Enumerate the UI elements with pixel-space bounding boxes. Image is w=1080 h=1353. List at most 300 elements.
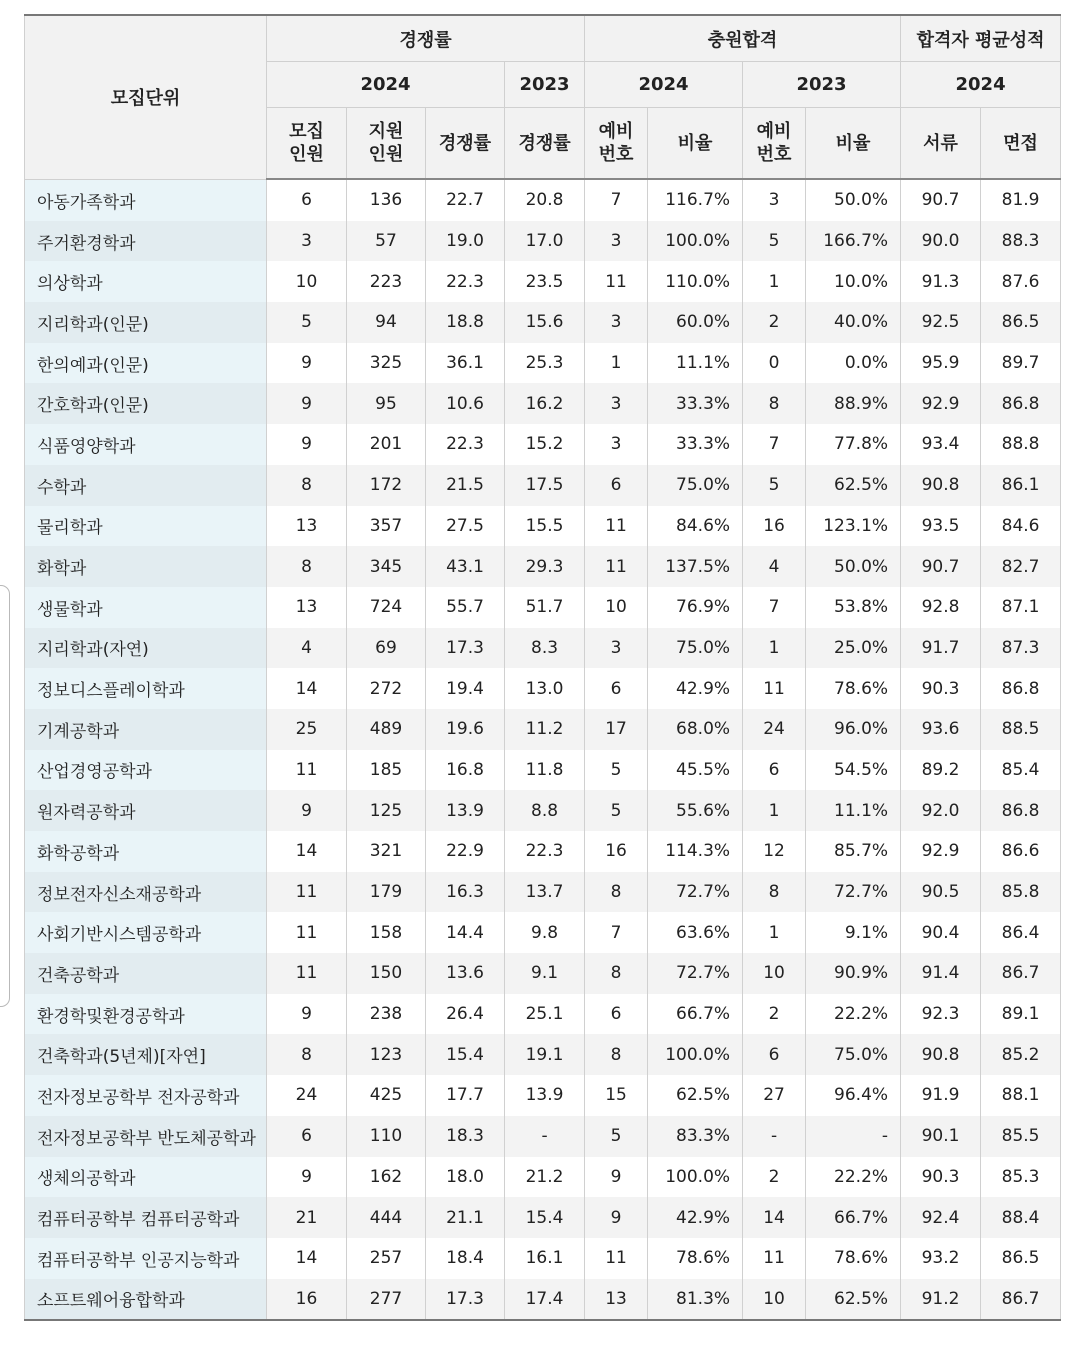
cell-department-name: 산업경영공학과 <box>25 750 267 791</box>
cell-applicant-count: 150 <box>347 953 426 994</box>
cell-rate-2023: 0.0% <box>806 343 901 384</box>
cell-recruit-count: 9 <box>267 1157 347 1198</box>
cell-interview-score: 85.5 <box>981 1116 1061 1157</box>
cell-recruit-count: 8 <box>267 465 347 506</box>
cell-rate-2024: 83.3% <box>648 1116 743 1157</box>
cell-ratio-2023: 13.9 <box>505 1075 585 1116</box>
cell-documents-score: 90.8 <box>901 465 981 506</box>
cell-recruit-count: 13 <box>267 506 347 547</box>
cell-rate-2024: 75.0% <box>648 465 743 506</box>
cell-ratio-2023: 15.6 <box>505 302 585 343</box>
cell-rate-2024: 45.5% <box>648 750 743 791</box>
cell-ratio-2024: 15.4 <box>426 1034 505 1075</box>
cell-rate-2023: 166.7% <box>806 221 901 262</box>
table-row <box>25 424 1061 465</box>
cell-department-name: 컴퓨터공학부 컴퓨터공학과 <box>25 1197 267 1238</box>
cell-rate-2023: 66.7% <box>806 1197 901 1238</box>
cell-rate-2024: 72.7% <box>648 872 743 913</box>
cell-waitlist-2023: 2 <box>743 1157 806 1198</box>
cell-rate-2023: 22.2% <box>806 1157 901 1198</box>
table-row <box>25 221 1061 262</box>
cell-waitlist-2023: 7 <box>743 587 806 628</box>
cell-documents-score: 91.3 <box>901 261 981 302</box>
cell-rate-2024: 62.5% <box>648 1075 743 1116</box>
cell-rate-2024: 78.6% <box>648 1238 743 1279</box>
cell-recruit-count: 11 <box>267 750 347 791</box>
table-row <box>25 587 1061 628</box>
table-row <box>25 1238 1061 1279</box>
cell-recruit-count: 6 <box>267 1116 347 1157</box>
header-documents: 서류 <box>901 108 981 180</box>
cell-applicant-count: 185 <box>347 750 426 791</box>
table-body <box>25 179 1061 1320</box>
cell-recruit-count: 21 <box>267 1197 347 1238</box>
table-row <box>25 261 1061 302</box>
cell-waitlist-2024: 5 <box>585 790 648 831</box>
cell-documents-score: 92.4 <box>901 1197 981 1238</box>
header-competition-2023: 2023 <box>505 62 585 108</box>
table-row <box>25 709 1061 750</box>
cell-rate-2024: 33.3% <box>648 383 743 424</box>
header-interview: 면접 <box>981 108 1061 180</box>
cell-ratio-2023: 23.5 <box>505 261 585 302</box>
cell-applicant-count: 357 <box>347 506 426 547</box>
cell-recruit-count: 9 <box>267 343 347 384</box>
cell-waitlist-2023: 7 <box>743 424 806 465</box>
cell-waitlist-2023: 8 <box>743 383 806 424</box>
table-row <box>25 994 1061 1035</box>
cell-department-name: 기계공학과 <box>25 709 267 750</box>
cell-waitlist-2024: 6 <box>585 994 648 1035</box>
cell-documents-score: 92.9 <box>901 383 981 424</box>
cell-documents-score: 90.7 <box>901 179 981 221</box>
cell-interview-score: 87.6 <box>981 261 1061 302</box>
cell-recruit-count: 9 <box>267 994 347 1035</box>
cell-ratio-2024: 43.1 <box>426 546 505 587</box>
cell-ratio-2024: 22.7 <box>426 179 505 221</box>
header-unit: 모집단위 <box>25 15 267 179</box>
cell-applicant-count: 125 <box>347 790 426 831</box>
cell-rate-2024: 55.6% <box>648 790 743 831</box>
cell-applicant-count: 179 <box>347 872 426 913</box>
cell-ratio-2023: 8.3 <box>505 628 585 669</box>
cell-recruit-count: 13 <box>267 587 347 628</box>
cell-recruit-count: 8 <box>267 1034 347 1075</box>
cell-applicant-count: 57 <box>347 221 426 262</box>
cell-waitlist-2024: 9 <box>585 1157 648 1198</box>
cell-waitlist-2024: 9 <box>585 1197 648 1238</box>
cell-interview-score: 88.1 <box>981 1075 1061 1116</box>
cell-rate-2024: 76.9% <box>648 587 743 628</box>
cell-rate-2024: 84.6% <box>648 506 743 547</box>
cell-documents-score: 90.3 <box>901 1157 981 1198</box>
table-row <box>25 302 1061 343</box>
cell-interview-score: 85.3 <box>981 1157 1061 1198</box>
table-row <box>25 668 1061 709</box>
cell-rate-2024: 42.9% <box>648 668 743 709</box>
cell-recruit-count: 14 <box>267 1238 347 1279</box>
cell-documents-score: 92.8 <box>901 587 981 628</box>
cell-department-name: 생체의공학과 <box>25 1157 267 1198</box>
cell-waitlist-2024: 3 <box>585 302 648 343</box>
cell-interview-score: 82.7 <box>981 546 1061 587</box>
cell-interview-score: 87.3 <box>981 628 1061 669</box>
cell-waitlist-2024: 13 <box>585 1279 648 1321</box>
cell-rate-2023: 62.5% <box>806 465 901 506</box>
cell-ratio-2023: 9.8 <box>505 912 585 953</box>
cell-applicant-count: 162 <box>347 1157 426 1198</box>
cell-interview-score: 86.8 <box>981 790 1061 831</box>
cell-waitlist-2023: 27 <box>743 1075 806 1116</box>
table-row <box>25 383 1061 424</box>
cell-interview-score: 86.4 <box>981 912 1061 953</box>
cell-waitlist-2024: 3 <box>585 424 648 465</box>
cell-documents-score: 93.4 <box>901 424 981 465</box>
cell-department-name: 원자력공학과 <box>25 790 267 831</box>
cell-waitlist-2023: 1 <box>743 790 806 831</box>
cell-waitlist-2023: 3 <box>743 179 806 221</box>
cell-interview-score: 86.7 <box>981 1279 1061 1321</box>
cell-rate-2023: 96.4% <box>806 1075 901 1116</box>
cell-interview-score: 85.2 <box>981 1034 1061 1075</box>
cell-waitlist-2023: 10 <box>743 1279 806 1321</box>
cell-documents-score: 93.6 <box>901 709 981 750</box>
cell-interview-score: 86.6 <box>981 831 1061 872</box>
cell-interview-score: 88.5 <box>981 709 1061 750</box>
table-row <box>25 912 1061 953</box>
cell-ratio-2023: 20.8 <box>505 179 585 221</box>
cell-applicant-count: 325 <box>347 343 426 384</box>
cell-waitlist-2024: 15 <box>585 1075 648 1116</box>
cell-applicant-count: 425 <box>347 1075 426 1116</box>
cell-ratio-2023: 29.3 <box>505 546 585 587</box>
cell-documents-score: 92.5 <box>901 302 981 343</box>
cell-waitlist-2024: 17 <box>585 709 648 750</box>
cell-rate-2023: 85.7% <box>806 831 901 872</box>
cell-interview-score: 86.7 <box>981 953 1061 994</box>
cell-waitlist-2024: 8 <box>585 953 648 994</box>
cell-waitlist-2023: - <box>743 1116 806 1157</box>
cell-interview-score: 84.6 <box>981 506 1061 547</box>
cell-applicant-count: 201 <box>347 424 426 465</box>
cell-interview-score: 86.8 <box>981 383 1061 424</box>
cell-applicant-count: 123 <box>347 1034 426 1075</box>
cell-documents-score: 90.4 <box>901 912 981 953</box>
cell-documents-score: 93.5 <box>901 506 981 547</box>
table-row <box>25 750 1061 791</box>
cell-rate-2023: 10.0% <box>806 261 901 302</box>
cell-documents-score: 89.2 <box>901 750 981 791</box>
cell-applicant-count: 69 <box>347 628 426 669</box>
header-average-grade: 합격자 평균성적 <box>901 15 1061 62</box>
cell-applicant-count: 277 <box>347 1279 426 1321</box>
cell-recruit-count: 5 <box>267 302 347 343</box>
cell-waitlist-2023: 14 <box>743 1197 806 1238</box>
cell-ratio-2023: 11.2 <box>505 709 585 750</box>
header-grade-2024: 2024 <box>901 62 1061 108</box>
cell-waitlist-2024: 3 <box>585 628 648 669</box>
cell-department-name: 건축공학과 <box>25 953 267 994</box>
cell-waitlist-2024: 16 <box>585 831 648 872</box>
cell-department-name: 물리학과 <box>25 506 267 547</box>
cell-interview-score: 86.5 <box>981 302 1061 343</box>
cell-ratio-2023: 16.2 <box>505 383 585 424</box>
cell-waitlist-2024: 7 <box>585 912 648 953</box>
cell-rate-2024: 110.0% <box>648 261 743 302</box>
cell-rate-2023: 62.5% <box>806 1279 901 1321</box>
cell-interview-score: 86.5 <box>981 1238 1061 1279</box>
header-rate-2023: 비율 <box>806 108 901 180</box>
cell-recruit-count: 11 <box>267 872 347 913</box>
cell-waitlist-2024: 5 <box>585 1116 648 1157</box>
cell-documents-score: 93.2 <box>901 1238 981 1279</box>
table-row <box>25 1075 1061 1116</box>
header-ratio-2023: 경쟁률 <box>505 108 585 180</box>
cell-department-name: 주거환경학과 <box>25 221 267 262</box>
cell-ratio-2024: 18.4 <box>426 1238 505 1279</box>
cell-rate-2023: 53.8% <box>806 587 901 628</box>
cell-ratio-2024: 10.6 <box>426 383 505 424</box>
cell-department-name: 환경학및환경공학과 <box>25 994 267 1035</box>
cell-rate-2023: 123.1% <box>806 506 901 547</box>
cell-ratio-2024: 14.4 <box>426 912 505 953</box>
cell-documents-score: 91.9 <box>901 1075 981 1116</box>
cell-rate-2023: 25.0% <box>806 628 901 669</box>
cell-interview-score: 85.8 <box>981 872 1061 913</box>
cell-ratio-2024: 27.5 <box>426 506 505 547</box>
cell-documents-score: 90.3 <box>901 668 981 709</box>
cell-rate-2023: 54.5% <box>806 750 901 791</box>
cell-documents-score: 90.8 <box>901 1034 981 1075</box>
cell-interview-score: 86.8 <box>981 668 1061 709</box>
cell-rate-2023: 77.8% <box>806 424 901 465</box>
cell-waitlist-2023: 4 <box>743 546 806 587</box>
cell-waitlist-2024: 3 <box>585 383 648 424</box>
cell-waitlist-2023: 6 <box>743 750 806 791</box>
cell-rate-2024: 11.1% <box>648 343 743 384</box>
cell-applicant-count: 172 <box>347 465 426 506</box>
cell-department-name: 소프트웨어융합학과 <box>25 1279 267 1321</box>
table-row <box>25 1157 1061 1198</box>
cell-recruit-count: 4 <box>267 628 347 669</box>
cell-applicant-count: 345 <box>347 546 426 587</box>
cell-rate-2023: 9.1% <box>806 912 901 953</box>
cell-ratio-2024: 17.3 <box>426 628 505 669</box>
cell-waitlist-2023: 8 <box>743 872 806 913</box>
cell-recruit-count: 25 <box>267 709 347 750</box>
cell-rate-2024: 33.3% <box>648 424 743 465</box>
cell-ratio-2024: 22.3 <box>426 424 505 465</box>
cell-recruit-count: 16 <box>267 1279 347 1321</box>
cell-ratio-2023: 22.3 <box>505 831 585 872</box>
header-additional-admission: 충원합격 <box>585 15 901 62</box>
table-row <box>25 953 1061 994</box>
cell-waitlist-2023: 1 <box>743 912 806 953</box>
cell-ratio-2024: 18.8 <box>426 302 505 343</box>
cell-ratio-2024: 21.1 <box>426 1197 505 1238</box>
cell-recruit-count: 6 <box>267 179 347 221</box>
cell-ratio-2024: 13.9 <box>426 790 505 831</box>
cell-ratio-2023: 11.8 <box>505 750 585 791</box>
cell-department-name: 정보전자신소재공학과 <box>25 872 267 913</box>
cell-rate-2023: 75.0% <box>806 1034 901 1075</box>
cell-ratio-2024: 36.1 <box>426 343 505 384</box>
cell-rate-2024: 100.0% <box>648 221 743 262</box>
cell-documents-score: 92.0 <box>901 790 981 831</box>
cell-interview-score: 89.1 <box>981 994 1061 1035</box>
cell-rate-2023: 78.6% <box>806 1238 901 1279</box>
cell-department-name: 지리학과(자연) <box>25 628 267 669</box>
cell-ratio-2024: 16.8 <box>426 750 505 791</box>
cell-rate-2024: 72.7% <box>648 953 743 994</box>
cell-department-name: 간호학과(인문) <box>25 383 267 424</box>
cell-recruit-count: 14 <box>267 831 347 872</box>
cell-ratio-2023: 13.7 <box>505 872 585 913</box>
cell-documents-score: 91.4 <box>901 953 981 994</box>
cell-applicant-count: 724 <box>347 587 426 628</box>
cell-ratio-2024: 19.0 <box>426 221 505 262</box>
header-competition-2024: 2024 <box>267 62 505 108</box>
cell-ratio-2023: 9.1 <box>505 953 585 994</box>
cell-waitlist-2024: 11 <box>585 261 648 302</box>
header-applicant-count: 지원 인원 <box>347 108 426 180</box>
cell-rate-2024: 75.0% <box>648 628 743 669</box>
cell-applicant-count: 94 <box>347 302 426 343</box>
cell-interview-score: 87.1 <box>981 587 1061 628</box>
cell-waitlist-2023: 16 <box>743 506 806 547</box>
cell-rate-2024: 60.0% <box>648 302 743 343</box>
cell-ratio-2024: 55.7 <box>426 587 505 628</box>
cell-waitlist-2023: 10 <box>743 953 806 994</box>
cell-waitlist-2023: 6 <box>743 1034 806 1075</box>
cell-rate-2024: 42.9% <box>648 1197 743 1238</box>
header-waitlist-2023: 예비 번호 <box>743 108 806 180</box>
cell-rate-2023: 11.1% <box>806 790 901 831</box>
cell-applicant-count: 223 <box>347 261 426 302</box>
cell-ratio-2024: 13.6 <box>426 953 505 994</box>
cell-department-name: 전자정보공학부 반도체공학과 <box>25 1116 267 1157</box>
cell-rate-2024: 137.5% <box>648 546 743 587</box>
cell-applicant-count: 272 <box>347 668 426 709</box>
cell-documents-score: 92.3 <box>901 994 981 1035</box>
cell-interview-score: 86.1 <box>981 465 1061 506</box>
cell-rate-2023: 96.0% <box>806 709 901 750</box>
cell-waitlist-2023: 2 <box>743 302 806 343</box>
cell-rate-2023: 40.0% <box>806 302 901 343</box>
header-rate-2024: 비율 <box>648 108 743 180</box>
cell-applicant-count: 238 <box>347 994 426 1035</box>
cell-ratio-2024: 17.3 <box>426 1279 505 1321</box>
cell-recruit-count: 24 <box>267 1075 347 1116</box>
cell-waitlist-2024: 7 <box>585 179 648 221</box>
cell-waitlist-2023: 1 <box>743 261 806 302</box>
cell-waitlist-2023: 0 <box>743 343 806 384</box>
cell-recruit-count: 9 <box>267 424 347 465</box>
cell-department-name: 컴퓨터공학부 인공지능학과 <box>25 1238 267 1279</box>
cell-ratio-2023: 13.0 <box>505 668 585 709</box>
header-competition: 경쟁률 <box>267 15 585 62</box>
cell-rate-2023: 50.0% <box>806 546 901 587</box>
cell-ratio-2023: 19.1 <box>505 1034 585 1075</box>
table-row <box>25 343 1061 384</box>
cell-applicant-count: 95 <box>347 383 426 424</box>
table-row <box>25 465 1061 506</box>
cell-applicant-count: 158 <box>347 912 426 953</box>
table-row <box>25 506 1061 547</box>
cell-recruit-count: 11 <box>267 912 347 953</box>
cell-interview-score: 89.7 <box>981 343 1061 384</box>
cell-waitlist-2024: 11 <box>585 546 648 587</box>
cell-department-name: 지리학과(인문) <box>25 302 267 343</box>
cell-waitlist-2024: 11 <box>585 1238 648 1279</box>
cell-rate-2023: 72.7% <box>806 872 901 913</box>
header-waitlist-2024: 예비 번호 <box>585 108 648 180</box>
table-row <box>25 546 1061 587</box>
cell-documents-score: 91.7 <box>901 628 981 669</box>
cell-department-name: 화학공학과 <box>25 831 267 872</box>
cell-ratio-2023: 25.1 <box>505 994 585 1035</box>
cell-rate-2023: 22.2% <box>806 994 901 1035</box>
table-row <box>25 179 1061 221</box>
cell-interview-score: 88.8 <box>981 424 1061 465</box>
cell-rate-2024: 81.3% <box>648 1279 743 1321</box>
cell-waitlist-2023: 12 <box>743 831 806 872</box>
cell-rate-2024: 114.3% <box>648 831 743 872</box>
cell-recruit-count: 3 <box>267 221 347 262</box>
table-row <box>25 872 1061 913</box>
cell-rate-2024: 116.7% <box>648 179 743 221</box>
cell-recruit-count: 11 <box>267 953 347 994</box>
cell-documents-score: 95.9 <box>901 343 981 384</box>
cell-ratio-2024: 17.7 <box>426 1075 505 1116</box>
cell-documents-score: 90.7 <box>901 546 981 587</box>
cell-ratio-2024: 19.6 <box>426 709 505 750</box>
table-row <box>25 1034 1061 1075</box>
cell-documents-score: 91.2 <box>901 1279 981 1321</box>
cell-rate-2023: 78.6% <box>806 668 901 709</box>
cell-department-name: 사회기반시스템공학과 <box>25 912 267 953</box>
header-additional-2024: 2024 <box>585 62 743 108</box>
cell-waitlist-2023: 5 <box>743 221 806 262</box>
header-additional-2023: 2023 <box>743 62 901 108</box>
cell-waitlist-2023: 11 <box>743 1238 806 1279</box>
table-row <box>25 831 1061 872</box>
cell-rate-2023: 88.9% <box>806 383 901 424</box>
cell-interview-score: 88.3 <box>981 221 1061 262</box>
cell-department-name: 정보디스플레이학과 <box>25 668 267 709</box>
cell-recruit-count: 8 <box>267 546 347 587</box>
cell-waitlist-2024: 3 <box>585 221 648 262</box>
cell-ratio-2024: 18.0 <box>426 1157 505 1198</box>
admissions-table <box>24 14 1061 1321</box>
cell-ratio-2024: 22.3 <box>426 261 505 302</box>
cell-rate-2024: 63.6% <box>648 912 743 953</box>
cell-ratio-2024: 21.5 <box>426 465 505 506</box>
cell-ratio-2024: 22.9 <box>426 831 505 872</box>
cell-rate-2024: 100.0% <box>648 1157 743 1198</box>
table-row <box>25 1279 1061 1321</box>
cell-waitlist-2023: 24 <box>743 709 806 750</box>
cell-ratio-2024: 18.3 <box>426 1116 505 1157</box>
cell-applicant-count: 110 <box>347 1116 426 1157</box>
cell-department-name: 아동가족학과 <box>25 179 267 221</box>
cell-waitlist-2024: 6 <box>585 668 648 709</box>
cell-ratio-2023: 51.7 <box>505 587 585 628</box>
cell-waitlist-2024: 6 <box>585 465 648 506</box>
cell-documents-score: 90.1 <box>901 1116 981 1157</box>
cell-ratio-2023: 15.4 <box>505 1197 585 1238</box>
scroll-handle[interactable] <box>0 585 10 1007</box>
